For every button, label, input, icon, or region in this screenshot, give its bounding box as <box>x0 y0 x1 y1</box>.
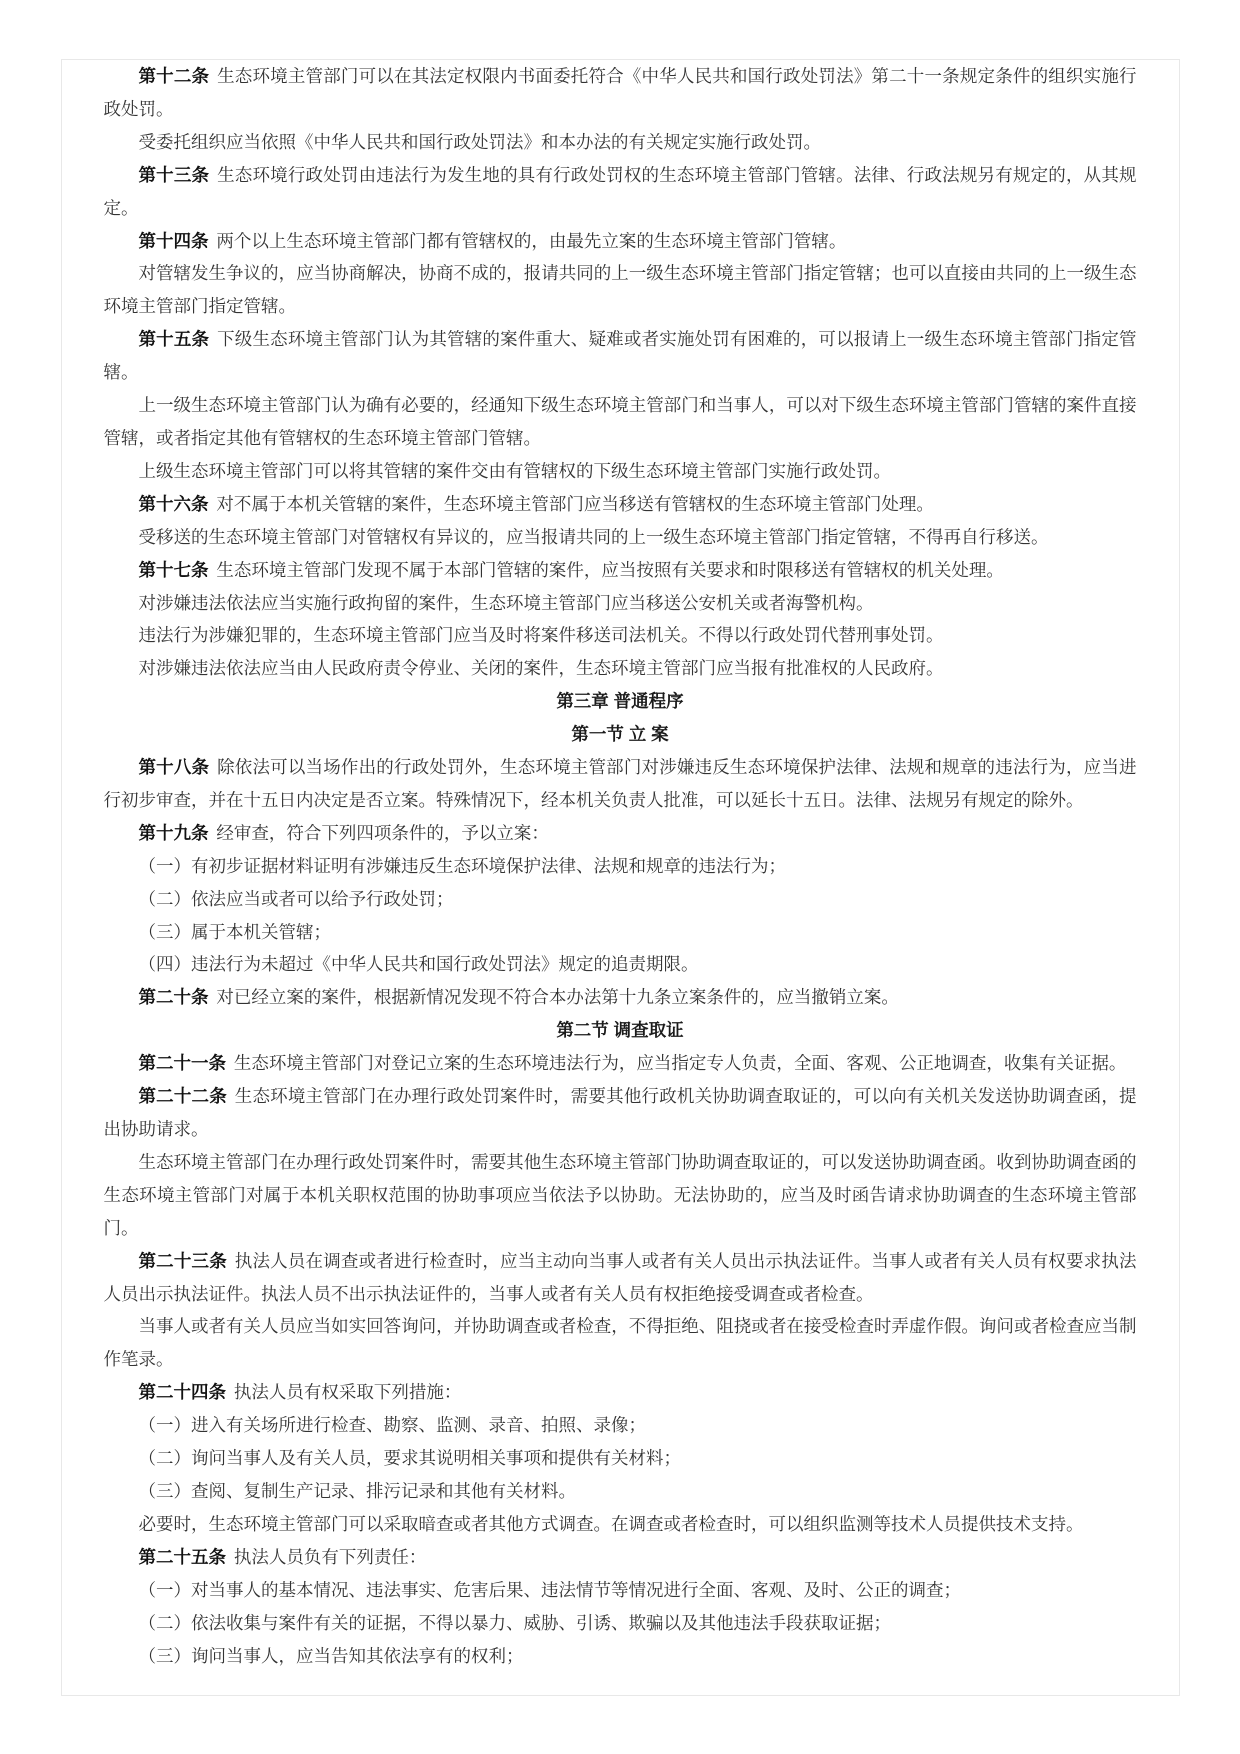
article-number: 第二十四条 <box>138 1382 226 1403</box>
article-number: 第十五条 <box>138 329 210 350</box>
list-item-paragraph: （一）进入有关场所进行检查、勘察、监测、录音、拍照、录像； <box>138 1415 646 1436</box>
body-paragraph: 必要时，生态环境主管部门可以采取暗查或者其他方式调查。在调查或者检查时，可以组织监测等技术人员提供技术支持。 <box>138 1513 1084 1534</box>
article-number: 第二十二条 <box>138 1086 227 1107</box>
article-paragraph: 第二十四条 执法人员有权采取下列措施： <box>138 1382 462 1403</box>
chapter-heading: 第三章 普通程序 <box>556 691 684 712</box>
article-paragraph: 第二十二条 生态环境主管部门在办理行政处罚案件时，需要其他行政机关协助调查取证的，可以向有关机关发送协助调查函，提出协助请求。 <box>103 1086 1137 1139</box>
article-paragraph: 第十四条 两个以上生态环境主管部门都有管辖权的，由最先立案的生态环境主管部门管辖。 <box>138 230 847 251</box>
article-paragraph: 第十九条 经审查，符合下列四项条件的，予以立案： <box>138 822 549 843</box>
article-number: 第十六条 <box>138 493 209 514</box>
body-paragraph: 上一级生态环境主管部门认为确有必要的，经通知下级生态环境主管部门和当事人，可以对下级生态环境主管部门管辖的案件直接管辖，或者指定其他有管辖权的生态环境主管部门管辖。 <box>103 395 1137 448</box>
article-paragraph: 第二十三条 执法人员在调查或者进行检查时，应当主动向当事人或者有关人员出示执法证件。当事人或者有关人员有权要求执法人员出示执法证件。执法人员不出示执法证件的，当事人或者有关人员有权拒绝接受调查或者检查。 <box>103 1250 1137 1304</box>
article-paragraph: 第十七条 生态环境主管部门发现不属于本部门管辖的案件，应当按照有关要求和时限移送有管辖权的机关处理。 <box>138 559 1004 580</box>
body-paragraph: 当事人或者有关人员应当如实回答询问，并协助调查或者检查，不得拒绝、阻挠或者在接受检查时弄虚作假。询问或者检查应当制作笔录。 <box>103 1316 1137 1370</box>
article-number: 第十七条 <box>138 559 209 580</box>
article-number: 第十二条 <box>138 66 210 86</box>
article-number: 第十三条 <box>138 164 210 185</box>
article-number: 第二十一条 <box>138 1053 226 1074</box>
section-heading: 第二节 调查取证 <box>556 1020 684 1041</box>
article-paragraph: 第十三条 生态环境行政处罚由违法行为发生地的具有行政处罚权的生态环境主管部门管辖。法律、行政法规另有规定的，从其规定。 <box>103 164 1137 218</box>
list-item-paragraph: （三）属于本机关管辖； <box>138 921 331 942</box>
article-paragraph: 第二十条 对已经立案的案件，根据新情况发现不符合本办法第十九条立案条件的，应当撤销立案。 <box>138 987 899 1008</box>
list-item-paragraph: （二）询问当事人及有关人员，要求其说明相关事项和提供有关材料； <box>138 1448 681 1469</box>
article-paragraph: 第十八条 除依法可以当场作出的行政处罚外，生态环境主管部门对涉嫌违反生态环境保护法律、法规和规章的违法行为，应当进行初步审查，并在十五日内决定是否立案。特殊情况下，经本机关负责人批准，可以延长十五日。法律、法规另有规定的除外。 <box>103 757 1137 810</box>
section-heading: 第一节 立 案 <box>571 724 669 745</box>
article-number: 第十九条 <box>138 822 209 843</box>
list-item-paragraph: （三）查阅、复制生产记录、排污记录和其他有关材料。 <box>138 1480 576 1501</box>
list-item-paragraph: （四）违法行为未超过《中华人民共和国行政处罚法》规定的追责期限。 <box>138 954 699 975</box>
document-page <box>61 59 1180 1696</box>
body-paragraph: 上级生态环境主管部门可以将其管辖的案件交由有管辖权的下级生态环境主管部门实施行政处罚。 <box>138 460 891 481</box>
body-paragraph: 受移送的生态环境主管部门对管辖权有异议的，应当报请共同的上一级生态环境主管部门指定管辖，不得再自行移送。 <box>138 526 1049 547</box>
article-paragraph: 第二十五条 执法人员负有下列责任： <box>138 1546 427 1567</box>
article-number: 第二十条 <box>138 987 209 1008</box>
article-paragraph: 第十二条 生态环境主管部门可以在其法定权限内书面委托符合《中华人民共和国行政处罚法》第二十一条规定条件的组织实施行政处罚。 <box>103 66 1137 119</box>
article-paragraph: 第十六条 对不属于本机关管辖的案件，生态环境主管部门应当移送有管辖权的生态环境主管部门处理。 <box>138 493 934 514</box>
list-item-paragraph: （三）询问当事人，应当告知其依法享有的权利； <box>138 1645 524 1666</box>
article-number: 第二十三条 <box>138 1250 227 1271</box>
list-item-paragraph: （二）依法收集与案件有关的证据，不得以暴力、威胁、引诱、欺骗以及其他违法手段获取证据； <box>138 1612 891 1633</box>
article-paragraph: 第十五条 下级生态环境主管部门认为其管辖的案件重大、疑难或者实施处罚有困难的，可以报请上一级生态环境主管部门指定管辖。 <box>103 329 1137 383</box>
article-number: 第十四条 <box>138 230 209 251</box>
document-body <box>104 60 1137 1672</box>
list-item-paragraph: （二）依法应当或者可以给予行政处罚； <box>138 888 454 909</box>
body-paragraph: 对管辖发生争议的，应当协商解决，协商不成的，报请共同的上一级生态环境主管部门指定管辖；也可以直接由共同的上一级生态环境主管部门指定管辖。 <box>103 263 1137 317</box>
list-item-paragraph: （一）对当事人的基本情况、违法事实、危害后果、违法情节等情况进行全面、客观、及时、公正的调查； <box>138 1579 961 1600</box>
article-paragraph: 第二十一条 生态环境主管部门对登记立案的生态环境违法行为，应当指定专人负责，全面、客观、公正地调查，收集有关证据。 <box>138 1053 1127 1074</box>
article-number: 第二十五条 <box>138 1546 226 1567</box>
list-item-paragraph: （一）有初步证据材料证明有涉嫌违反生态环境保护法律、法规和规章的违法行为； <box>138 855 786 876</box>
body-paragraph: 对涉嫌违法依法应当实施行政拘留的案件，生态环境主管部门应当移送公安机关或者海警机构。 <box>138 592 874 613</box>
body-paragraph: 生态环境主管部门在办理行政处罚案件时，需要其他生态环境主管部门协助调查取证的，可以发送协助调查函。收到协助调查函的生态环境主管部门对属于本机关职权范围的协助事项应当依法予以协助。无法协助的，应当及时函告请求协助调查的生态环境主管部门。 <box>103 1151 1137 1238</box>
body-paragraph: 违法行为涉嫌犯罪的，生态环境主管部门应当及时将案件移送司法机关。不得以行政处罚代替刑事处罚。 <box>138 625 944 646</box>
body-paragraph: 对涉嫌违法依法应当由人民政府责令停业、关闭的案件，生态环境主管部门应当报有批准权的人民政府。 <box>138 658 944 679</box>
body-paragraph: 受委托组织应当依照《中华人民共和国行政处罚法》和本办法的有关规定实施行政处罚。 <box>138 131 821 152</box>
article-number: 第十八条 <box>138 757 210 778</box>
